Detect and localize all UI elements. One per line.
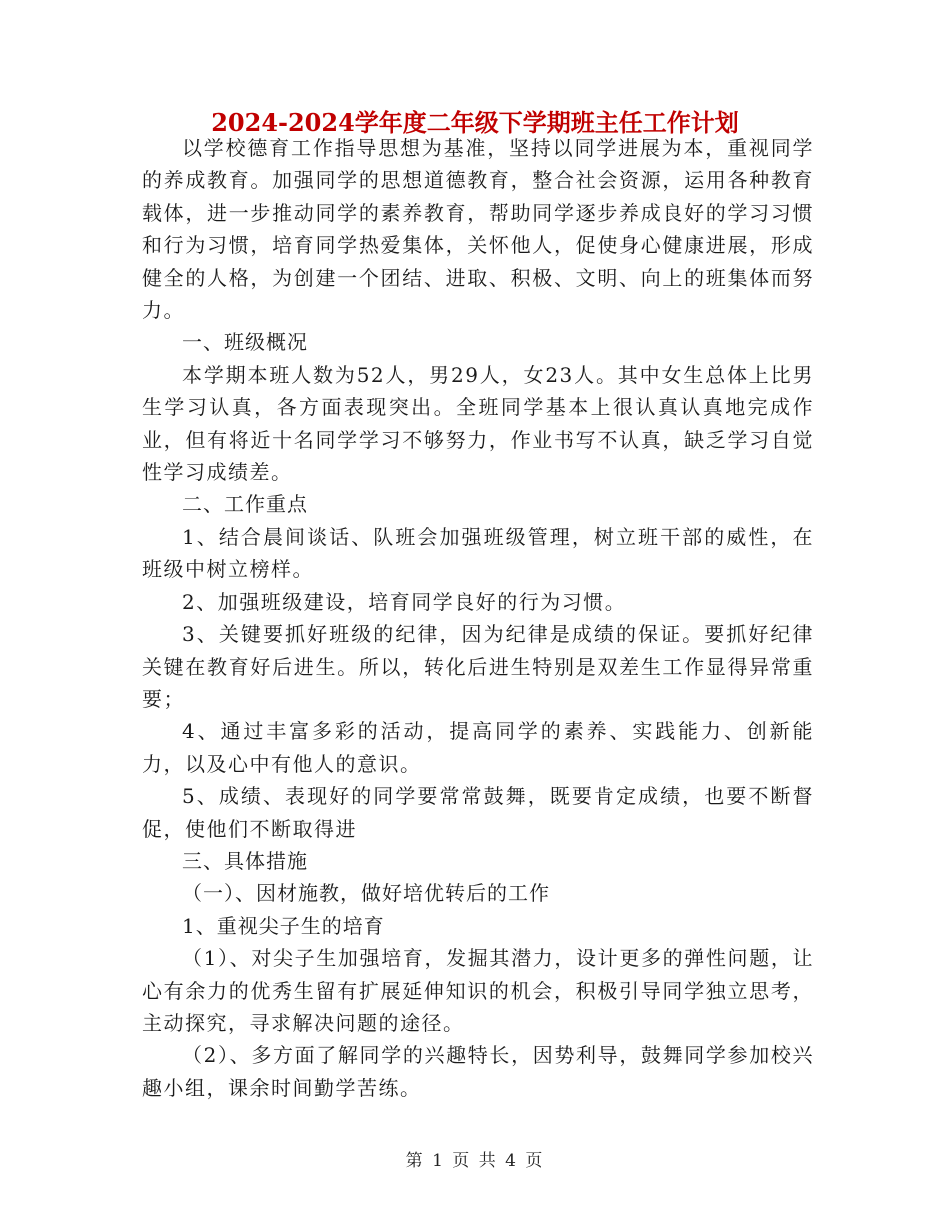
measure-item-1: （1）、对尖子生加强培育，发掘其潜力，设计更多的弹性问题，让心有余力的优秀生留有扩展延伸知识的机会，积极引导同学独立思考，主动探究，寻求解决问题的途径。 (142, 946, 814, 1035)
page-number-footer: 第 1 页 共 4 页 (405, 1151, 545, 1171)
section-heading-work-focus: 二、工作重点 (182, 492, 308, 517)
work-focus-item-3: 3、关键要抓好班级的纪律，因为纪律是成绩的保证。要抓好纪律关键在教育好后进生。所以，转化后进生特别是双差生工作显得异常重要； (142, 622, 814, 711)
intro-paragraph: 以学校德育工作指导思想为基准，坚持以同学进展为本，重视同学的养成教育。加强同学的思想道德教育，整合社会资源，运用各种教育载体，进一步推动同学的素养教育，帮助同学逐步养成良好的学习习惯和行为习惯，培育同学热爱集体，关怀他人，促使身心健康进展，形成健全的人格，为创建一个团结、进取、积极、文明、向上的班集体而努力。 (142, 136, 814, 323)
subsection-heading-top-students: 1、重视尖子生的培育 (182, 913, 385, 938)
class-overview-paragraph: 本学期本班人数为52人，男29人，女23人。其中女生总体上比男生学习认真，各方面表现突出。全班同学基本上很认真认真地完成作业，但有将近十名同学学习不够努力，作业书写不认真，缺乏学习自觉性学习成绩差。 (142, 362, 814, 485)
work-focus-item-2: 2、加强班级建设，培育同学良好的行为习惯。 (182, 589, 627, 614)
work-focus-item-4: 4、通过丰富多彩的活动，提高同学的素养、实践能力、创新能力，以及心中有他人的意识。 (142, 719, 814, 776)
section-heading-measures: 三、具体措施 (182, 848, 308, 873)
document-body (142, 132, 814, 1104)
work-focus-item-5: 5、成绩、表现好的同学要常常鼓舞，既要肯定成绩，也要不断督促，使他们不断取得进 (142, 784, 814, 841)
measure-item-2: （2）、多方面了解同学的兴趣特长，因势利导，鼓舞同学参加校兴趣小组，课余时间勤学苦练。 (142, 1043, 814, 1100)
section-heading-class-overview: 一、班级概况 (182, 330, 308, 355)
subsection-heading-teaching: （一）、因材施教，做好培优转后的工作 (182, 881, 550, 906)
work-focus-item-1: 1、结合晨间谈话、队班会加强班级管理，树立班干部的威性，在班级中树立榜样。 (142, 524, 814, 582)
document-title: 2024-2024学年度二年级下学期班主任工作计划 (211, 108, 739, 137)
